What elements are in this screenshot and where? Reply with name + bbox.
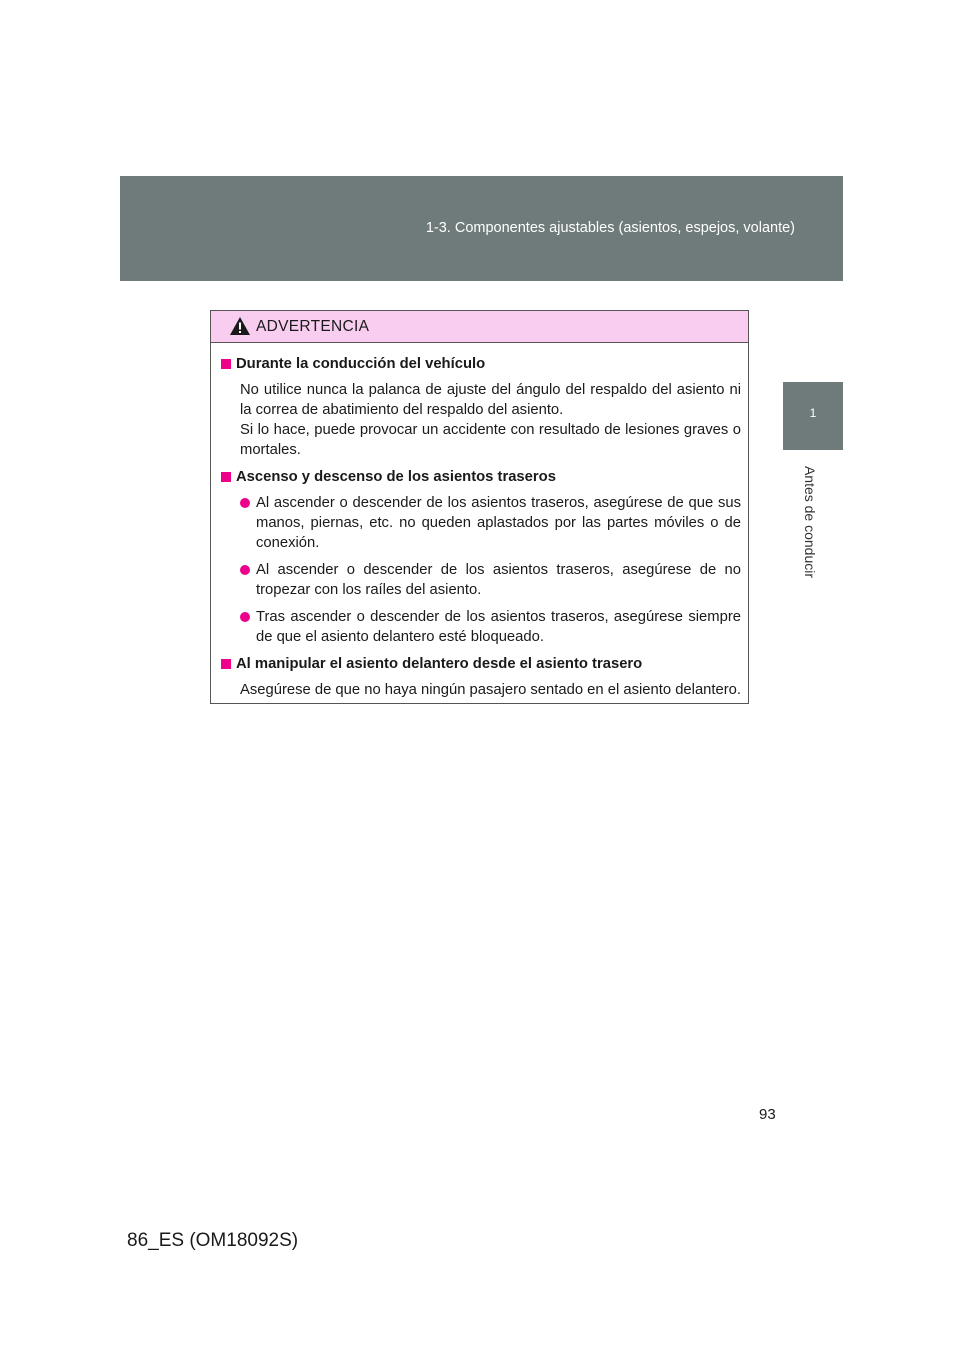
section-heading-text: Al manipular el asiento delantero desde el asiento trasero	[236, 656, 643, 672]
section-heading-text: Ascenso y descenso de los asientos traseros	[236, 469, 556, 485]
section-heading	[221, 467, 741, 487]
section-heading-text: Durante la conducción del vehículo	[236, 356, 486, 372]
chapter-tab	[783, 382, 843, 450]
warning-triangle-icon	[229, 316, 251, 336]
paragraph	[221, 420, 741, 460]
square-bullet-icon	[221, 659, 231, 669]
section-heading	[221, 354, 741, 374]
document-code: 86_ES (OM18092S)	[127, 1230, 299, 1251]
list-item	[221, 493, 741, 553]
list-item	[221, 560, 741, 600]
header-band	[120, 176, 843, 281]
page-number: 93	[759, 1106, 776, 1123]
paragraph-text: Si lo hace, puede provocar un accidente con resultado de lesiones graves o mortales.	[240, 422, 741, 458]
section-heading	[221, 654, 741, 674]
paragraph-text: No utilice nunca la palanca de ajuste del ángulo del respaldo del asiento ni la correa de abatimiento del respaldo del asiento.	[240, 382, 741, 418]
paragraph-text: Asegúrese de que no haya ningún pasajero sentado en el asiento delantero.	[240, 682, 742, 698]
list-item-text: Al ascender o descender de los asientos traseros, asegúrese de no tropezar con los raíles del asiento.	[256, 562, 741, 598]
round-bullet-icon	[240, 565, 250, 575]
chapter-label: Antes de conducir	[802, 465, 818, 579]
warning-body	[211, 343, 748, 700]
paragraph	[221, 380, 741, 420]
warning-header	[211, 311, 748, 343]
section-title: 1-3. Componentes ajustables (asientos, espejos, volante)	[425, 220, 795, 236]
warning-box	[210, 310, 749, 704]
paragraph	[221, 680, 741, 700]
square-bullet-icon	[221, 472, 231, 482]
list-item	[221, 607, 741, 647]
square-bullet-icon	[221, 359, 231, 369]
list-item-text: Al ascender o descender de los asientos traseros, asegúrese de que sus manos, piernas, etc. no queden aplastados por las partes móviles o de conexión.	[256, 495, 741, 551]
round-bullet-icon	[240, 498, 250, 508]
list-item-text: Tras ascender o descender de los asientos traseros, asegúrese siempre de que el asiento delantero esté bloqueado.	[256, 609, 741, 645]
round-bullet-icon	[240, 612, 250, 622]
warning-title: ADVERTENCIA	[256, 318, 370, 335]
chapter-number: 1	[809, 406, 817, 420]
